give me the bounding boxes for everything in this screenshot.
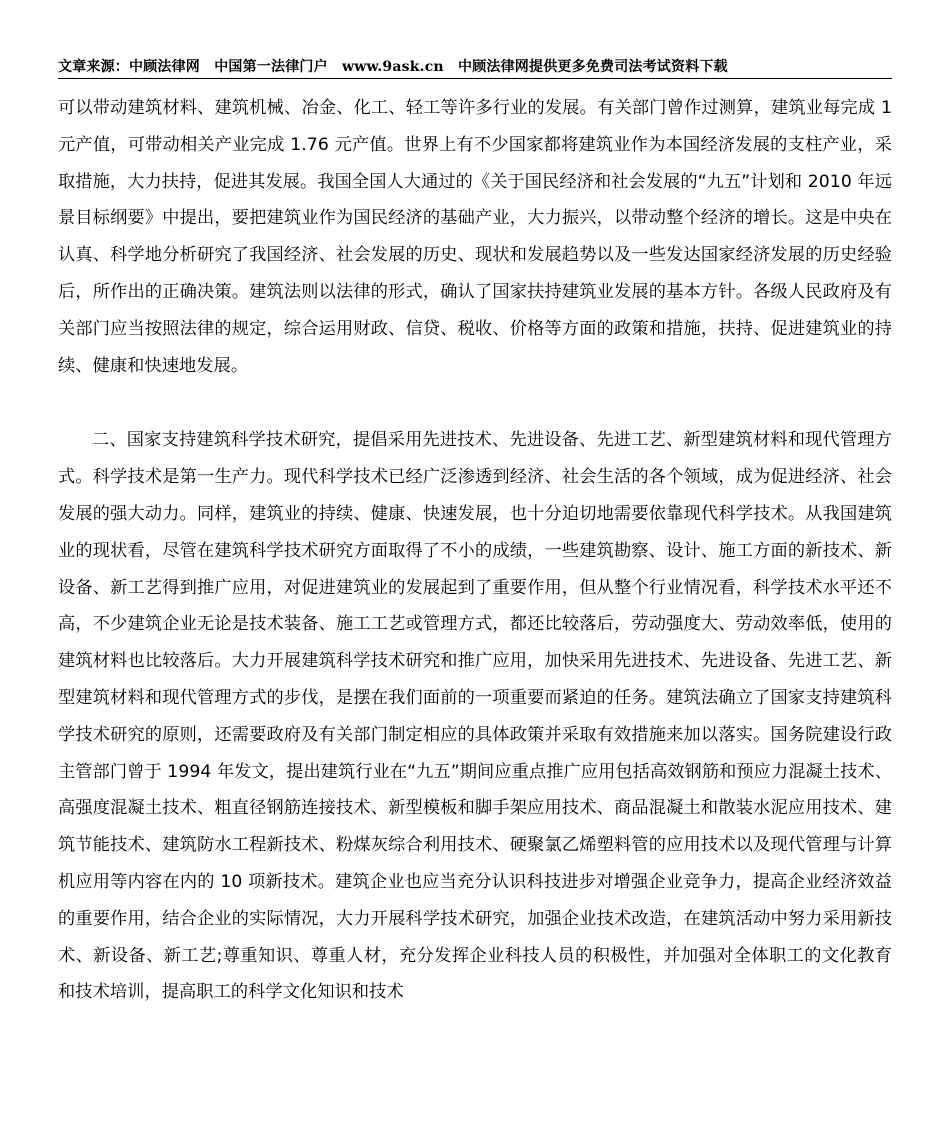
page-header <box>58 56 892 79</box>
document-body <box>58 90 892 1011</box>
source-line: 文章来源：中顾法律网 中国第一法律门户 www.9ask.cn 中顾法律网提供更多免费司法考试资料下载 <box>58 59 728 75</box>
paragraph-2: 二、国家支持建筑科学技术研究，提倡采用先进技术、先进设备、先进工艺、新型建筑材料和现代管理方式。科学技术是第一生产力。现代科学技术已经广泛渗透到经济、社会生活的各个领域，成为促进经济、社会发展的强大动力。同样，建筑业的持续、健康、快速发展，也十分迫切地需要依靠现代科学技术。从我国建筑业的现状看，尽管在建筑科学技术研究方面取得了不小的成绩，一些建筑勘察、设计、施工方面的新技术、新设备、新工艺得到推广应用，对促进建筑业的发展起到了重要作用，但从整个行业情况看，科学技术水平还不高，不少建筑企业无论是技术装备、施工工艺或管理方式，都还比较落后，劳动强度大、劳动效率低，使用的建筑材料也比较落后。大力开展建筑科学技术研究和推广应用，加快采用先进技术、先进设备、先进工艺、新型建筑材料和现代管理方式的步伐，是摆在我们面前的一项重要而紧迫的任务。建筑法确立了国家支持建筑科学技术研究的原则，还需要政府及有关部门制定相应的具体政策并采取有效措施来加以落实。国务院建设行政主管部门曾于 1994 年发文，提出建筑行业在“九五”期间应重点推广应用包括高效钢筋和预应力混凝土技术、高强度混凝土技术、粗直径钢筋连接技术、新型模板和脚手架应用技术、商品混凝土和散装水泥应用技术、建筑节能技术、建筑防水工程新技术、粉煤灰综合利用技术、硬聚氯乙烯塑料管的应用技术以及现代管理与计算机应用等内容在内的 10 项新技术。建筑企业也应当充分认识科技进步对增强企业竞争力，提高企业经济效益的重要作用，结合企业的实际情况，大力开展科学技术研究，加强企业技术改造，在建筑活动中努力采用新技术、新设备、新工艺;尊重知识、尊重人材，充分发挥企业科技人员的积极性，并加强对全体职工的文化教育和技术培训，提高职工的科学文化知识和技术 <box>58 430 892 1003</box>
paragraph-gap <box>58 384 892 422</box>
paragraph-1: 可以带动建筑材料、建筑机械、冶金、化工、轻工等许多行业的发展。有关部门曾作过测算，建筑业每完成 1 元产值，可带动相关产业完成 1.76 元产值。世界上有不少国家都将建筑业作为本国经济发展的支柱产业，采取措施，大力扶持，促进其发展。我国全国人大通过的《关于国民经济和社会发展的“九五”计划和 2010 年远景目标纲要》中提出，要把建筑业作为国民经济的基础产业，大力振兴，以带动整个经济的增长。这是中央在认真、科学地分析研究了我国经济、社会发展的历史、现状和发展趋势以及一些发达国家经济发展的历史经验后，所作出的正确决策。建筑法则以法律的形式，确认了国家扶持建筑业发展的基本方针。各级人民政府及有关部门应当按照法律的规定，综合运用财政、信贷、税收、价格等方面的政策和措施，扶持、促进建筑业的持续、健康和快速地发展。 <box>58 98 892 376</box>
